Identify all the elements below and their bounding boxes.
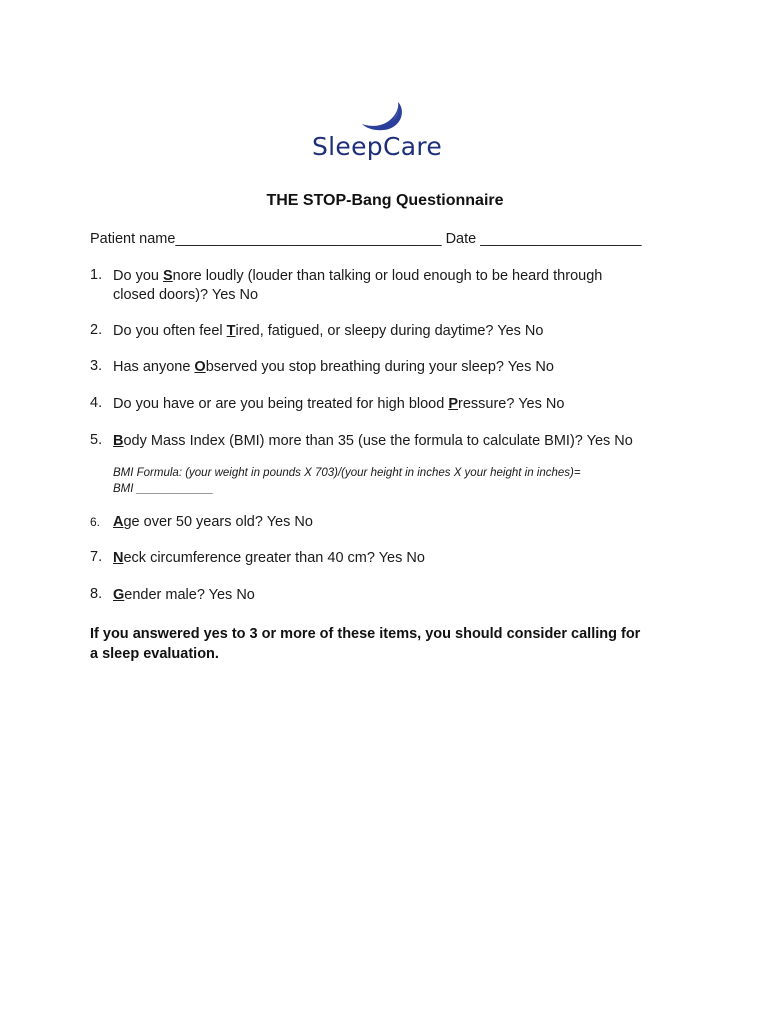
crescent-moon-icon xyxy=(362,100,406,136)
question-tired xyxy=(113,322,543,341)
question-text-post: ody Mass Index (BMI) more than 35 (use the formula to calculate BMI)? Yes No xyxy=(123,433,633,449)
question-key-letter: A xyxy=(113,514,124,530)
question-snore xyxy=(113,267,602,305)
question-text-pre: Do you often feel xyxy=(113,323,227,339)
question-key-letter: T xyxy=(226,323,236,339)
question-text-pre: Do you xyxy=(113,268,163,284)
question-text-post: ressure? Yes No xyxy=(458,396,565,412)
question-key-letter: G xyxy=(113,587,125,603)
question-number: 5. xyxy=(90,432,103,448)
question-number: 8. xyxy=(90,586,103,602)
question-text-pre: Do you have or are you being treated for high blood xyxy=(113,396,449,412)
question-text-post: ge over 50 years old? Yes No xyxy=(123,514,313,530)
closing-line1: If you answered yes to 3 or more of these items, you should consider calling for xyxy=(90,626,641,642)
question-key-letter: P xyxy=(448,396,459,412)
question-text-post: nore loudly (louder than talking or loud enough to be heard through xyxy=(172,268,603,284)
question-number: 4. xyxy=(90,395,103,411)
question-number: 1. xyxy=(90,267,103,283)
question-number: 2. xyxy=(90,322,103,338)
question-bmi xyxy=(113,432,633,451)
logo-text: SleepCare xyxy=(312,132,443,161)
question-text-pre: Has anyone xyxy=(113,359,195,375)
document-title: THE STOP-Bang Questionnaire xyxy=(266,192,504,209)
question-text-post: ired, fatigued, or sleepy during daytime? Yes No xyxy=(235,323,544,339)
bmi-formula-line2: BMI ____________ xyxy=(113,483,214,495)
question-number: 6. xyxy=(90,515,101,529)
question-key-letter: B xyxy=(113,433,124,449)
bmi-formula-note xyxy=(113,465,581,497)
question-gender xyxy=(113,586,255,605)
question-neck xyxy=(113,549,425,568)
question-text-post: bserved you stop breathing during your sleep? Yes No xyxy=(205,359,554,375)
question-observed xyxy=(113,358,554,377)
question-key-letter: S xyxy=(162,268,173,284)
bmi-formula-line1: BMI Formula: (your weight in pounds X 703)/(your height in inches X your height in inches)= xyxy=(113,467,581,479)
question-text-post: eck circumference greater than 40 cm? Yes No xyxy=(123,550,425,566)
sleepcare-logo xyxy=(312,100,462,164)
question-text-post: ender male? Yes No xyxy=(124,587,255,603)
question-key-letter: O xyxy=(194,359,206,375)
closing-advice xyxy=(90,624,640,664)
patient-name-date-line: Patient name_________________________________ Date ____________________ xyxy=(90,231,642,247)
question-number: 3. xyxy=(90,358,103,374)
closing-line2: a sleep evaluation. xyxy=(90,646,219,662)
question-key-letter: N xyxy=(113,550,124,566)
question-age xyxy=(113,513,313,532)
question-number: 7. xyxy=(90,549,103,565)
question-pressure xyxy=(113,395,564,414)
question-text-line2: closed doors)? Yes No xyxy=(113,287,259,303)
